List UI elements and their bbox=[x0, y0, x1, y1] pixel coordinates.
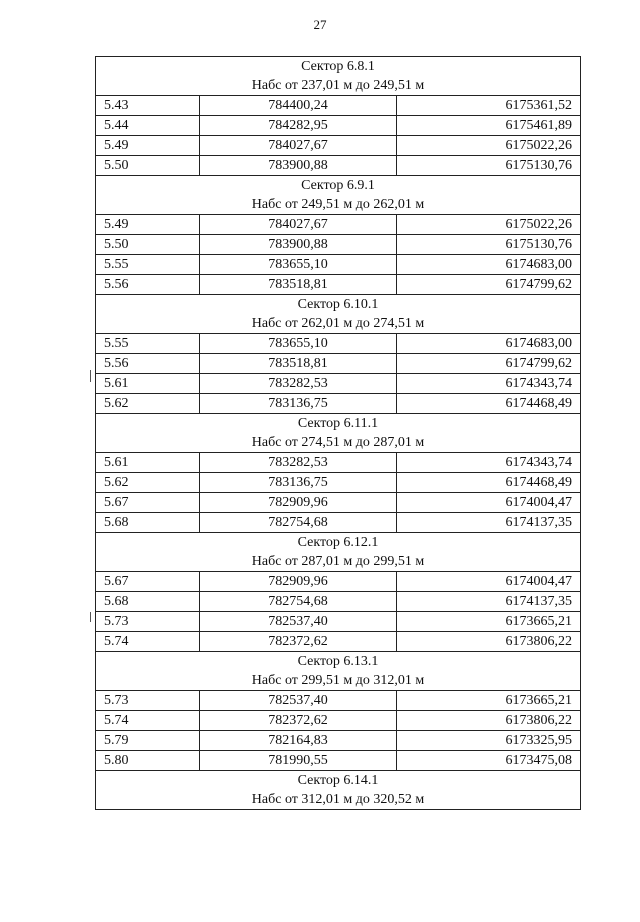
sector-height-range: Набс от 287,01 м до 299,51 м bbox=[251, 554, 425, 569]
point-number-cell: 5.55 bbox=[96, 255, 200, 275]
x-coordinate-cell: 783282,53 bbox=[200, 453, 397, 473]
table-row bbox=[96, 711, 581, 731]
y-coordinate-cell: 6175461,89 bbox=[397, 116, 581, 136]
point-number-cell: 5.62 bbox=[96, 394, 200, 414]
table-row bbox=[96, 493, 581, 513]
y-coordinate-cell: 6175130,76 bbox=[397, 235, 581, 255]
sector-height-range: Набс от 274,51 м до 287,01 м bbox=[251, 435, 425, 450]
table-row bbox=[96, 116, 581, 136]
table-row bbox=[96, 374, 581, 394]
sector-header bbox=[96, 57, 581, 96]
x-coordinate-cell: 783518,81 bbox=[200, 275, 397, 295]
table-row bbox=[96, 592, 581, 612]
x-coordinate-cell: 782909,96 bbox=[200, 493, 397, 513]
sector-header bbox=[96, 652, 581, 691]
point-number-cell: 5.61 bbox=[96, 374, 200, 394]
sector-header bbox=[96, 176, 581, 215]
table-row bbox=[96, 235, 581, 255]
point-number-cell: 5.73 bbox=[96, 691, 200, 711]
table-row bbox=[96, 255, 581, 275]
y-coordinate-cell: 6174343,74 bbox=[397, 453, 581, 473]
scan-mark bbox=[90, 370, 91, 382]
x-coordinate-cell: 782537,40 bbox=[200, 691, 397, 711]
table-row bbox=[96, 751, 581, 771]
y-coordinate-cell: 6174468,49 bbox=[397, 473, 581, 493]
sector-header bbox=[96, 414, 581, 453]
y-coordinate-cell: 6175361,52 bbox=[397, 96, 581, 116]
table-row bbox=[96, 572, 581, 592]
point-number-cell: 5.56 bbox=[96, 275, 200, 295]
sector-title: Сектор 6.11.1 bbox=[297, 416, 379, 431]
y-coordinate-cell: 6173806,22 bbox=[397, 711, 581, 731]
point-number-cell: 5.73 bbox=[96, 612, 200, 632]
sector-title: Сектор 6.9.1 bbox=[301, 178, 375, 193]
point-number-cell: 5.49 bbox=[96, 215, 200, 235]
sector-header bbox=[96, 771, 581, 810]
x-coordinate-cell: 783518,81 bbox=[200, 354, 397, 374]
point-number-cell: 5.68 bbox=[96, 592, 200, 612]
point-number-cell: 5.67 bbox=[96, 493, 200, 513]
sector-title: Сектор 6.8.1 bbox=[301, 59, 375, 74]
point-number-cell: 5.49 bbox=[96, 136, 200, 156]
point-number-cell: 5.74 bbox=[96, 711, 200, 731]
table-row bbox=[96, 354, 581, 374]
sector-title: Сектор 6.14.1 bbox=[297, 773, 379, 788]
sector-header bbox=[96, 533, 581, 572]
sector-height-range: Набс от 299,51 м до 312,01 м bbox=[251, 673, 425, 688]
table-row bbox=[96, 453, 581, 473]
x-coordinate-cell: 783136,75 bbox=[200, 394, 397, 414]
x-coordinate-cell: 783136,75 bbox=[200, 473, 397, 493]
y-coordinate-cell: 6174799,62 bbox=[397, 275, 581, 295]
y-coordinate-cell: 6174683,00 bbox=[397, 255, 581, 275]
y-coordinate-cell: 6175022,26 bbox=[397, 136, 581, 156]
point-number-cell: 5.56 bbox=[96, 354, 200, 374]
table-row bbox=[96, 96, 581, 116]
x-coordinate-cell: 782164,83 bbox=[200, 731, 397, 751]
x-coordinate-cell: 781990,55 bbox=[200, 751, 397, 771]
sector-height-range: Набс от 312,01 м до 320,52 м bbox=[251, 792, 425, 807]
point-number-cell: 5.79 bbox=[96, 731, 200, 751]
sector-height-range: Набс от 249,51 м до 262,01 м bbox=[251, 197, 425, 212]
table-row bbox=[96, 691, 581, 711]
y-coordinate-cell: 6174799,62 bbox=[397, 354, 581, 374]
point-number-cell: 5.61 bbox=[96, 453, 200, 473]
table-row bbox=[96, 136, 581, 156]
y-coordinate-cell: 6174004,47 bbox=[397, 572, 581, 592]
table-row bbox=[96, 156, 581, 176]
sector-header-row bbox=[96, 414, 581, 453]
sector-header-row bbox=[96, 176, 581, 215]
point-number-cell: 5.50 bbox=[96, 235, 200, 255]
table-row bbox=[96, 275, 581, 295]
table-row bbox=[96, 473, 581, 493]
point-number-cell: 5.62 bbox=[96, 473, 200, 493]
point-number-cell: 5.50 bbox=[96, 156, 200, 176]
x-coordinate-cell: 782372,62 bbox=[200, 711, 397, 731]
table-row bbox=[96, 632, 581, 652]
coordinates-table bbox=[95, 56, 581, 810]
y-coordinate-cell: 6175130,76 bbox=[397, 156, 581, 176]
x-coordinate-cell: 784282,95 bbox=[200, 116, 397, 136]
y-coordinate-cell: 6175022,26 bbox=[397, 215, 581, 235]
sector-height-range: Набс от 237,01 м до 249,51 м bbox=[251, 78, 425, 93]
x-coordinate-cell: 782754,68 bbox=[200, 592, 397, 612]
y-coordinate-cell: 6173806,22 bbox=[397, 632, 581, 652]
scan-mark bbox=[90, 612, 91, 622]
table-row bbox=[96, 215, 581, 235]
x-coordinate-cell: 782909,96 bbox=[200, 572, 397, 592]
sector-header-row bbox=[96, 652, 581, 691]
point-number-cell: 5.80 bbox=[96, 751, 200, 771]
point-number-cell: 5.55 bbox=[96, 334, 200, 354]
sector-title: Сектор 6.13.1 bbox=[297, 654, 379, 669]
point-number-cell: 5.74 bbox=[96, 632, 200, 652]
x-coordinate-cell: 782372,62 bbox=[200, 632, 397, 652]
x-coordinate-cell: 784400,24 bbox=[200, 96, 397, 116]
sector-title: Сектор 6.10.1 bbox=[297, 297, 379, 312]
x-coordinate-cell: 782537,40 bbox=[200, 612, 397, 632]
y-coordinate-cell: 6174004,47 bbox=[397, 493, 581, 513]
y-coordinate-cell: 6174137,35 bbox=[397, 592, 581, 612]
table-row bbox=[96, 731, 581, 751]
y-coordinate-cell: 6173665,21 bbox=[397, 612, 581, 632]
y-coordinate-cell: 6173665,21 bbox=[397, 691, 581, 711]
page-number: 27 bbox=[313, 17, 327, 32]
table-row bbox=[96, 394, 581, 414]
y-coordinate-cell: 6174343,74 bbox=[397, 374, 581, 394]
x-coordinate-cell: 784027,67 bbox=[200, 215, 397, 235]
x-coordinate-cell: 782754,68 bbox=[200, 513, 397, 533]
sector-header-row bbox=[96, 533, 581, 572]
sector-header bbox=[96, 295, 581, 334]
y-coordinate-cell: 6174137,35 bbox=[397, 513, 581, 533]
x-coordinate-cell: 783900,88 bbox=[200, 156, 397, 176]
x-coordinate-cell: 783655,10 bbox=[200, 255, 397, 275]
table-row bbox=[96, 513, 581, 533]
coordinates-table-body bbox=[96, 57, 581, 810]
x-coordinate-cell: 784027,67 bbox=[200, 136, 397, 156]
sector-title: Сектор 6.12.1 bbox=[297, 535, 379, 550]
point-number-cell: 5.68 bbox=[96, 513, 200, 533]
sector-header-row bbox=[96, 771, 581, 810]
table-row bbox=[96, 334, 581, 354]
point-number-cell: 5.44 bbox=[96, 116, 200, 136]
sector-header-row bbox=[96, 295, 581, 334]
y-coordinate-cell: 6174468,49 bbox=[397, 394, 581, 414]
table-row bbox=[96, 612, 581, 632]
y-coordinate-cell: 6174683,00 bbox=[397, 334, 581, 354]
x-coordinate-cell: 783282,53 bbox=[200, 374, 397, 394]
x-coordinate-cell: 783655,10 bbox=[200, 334, 397, 354]
sector-height-range: Набс от 262,01 м до 274,51 м bbox=[251, 316, 425, 331]
x-coordinate-cell: 783900,88 bbox=[200, 235, 397, 255]
point-number-cell: 5.67 bbox=[96, 572, 200, 592]
y-coordinate-cell: 6173475,08 bbox=[397, 751, 581, 771]
point-number-cell: 5.43 bbox=[96, 96, 200, 116]
sector-header-row bbox=[96, 57, 581, 96]
y-coordinate-cell: 6173325,95 bbox=[397, 731, 581, 751]
